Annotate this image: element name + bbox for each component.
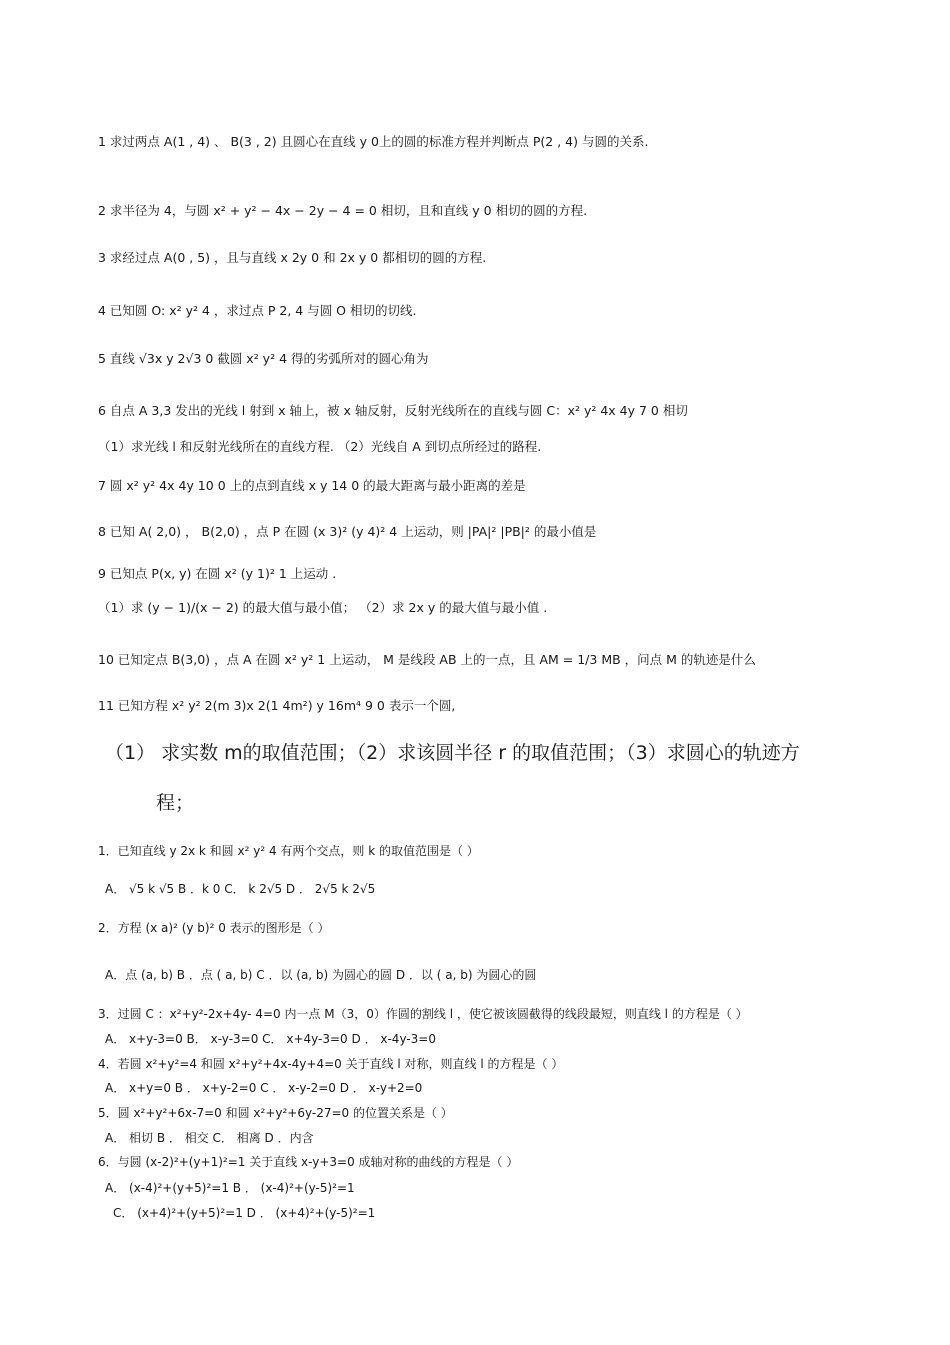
choice-q1: 1．已知直线 y 2x k 和圆 x² y² 4 有两个交点，则 k 的取值范围是（ ）: [98, 844, 479, 858]
choice-q3: 3．过圆 C ：x²+y²-2x+4y- 4=0 内一点 M（3，0）作圆的割线 l ，使它被该圆截得的线段最短，则直线 l 的方程是（ ）: [98, 1007, 748, 1021]
problem-3: 3 求经过点 A(0 , 5) ，且与直线 x 2y 0 和 2x y 0 都相切的圆的方程.: [98, 250, 487, 265]
problem-10: 10 已知定点 B(3,0) ，点 A 在圆 x² y² 1 上运动， M 是线段 AB 上的一点，且 AM = 1/3 MB ，问点 M 的轨迹是什么: [98, 652, 756, 667]
choice-q6-options-ab: A． (x-4)²+(y+5)²=1 B ． (x-4)²+(y-5)²=1: [105, 1181, 355, 1195]
problem-11-subparts-cont: 程；: [156, 792, 195, 814]
choice-q5-options: A． 相切 B ． 相交 C． 相离 D ．内含: [105, 1131, 314, 1145]
choice-q4: 4．若圆 x²+y²=4 和圆 x²+y²+4x-4y+4=0 关于直线 l 对称，则直线 l 的方程是（ ）: [98, 1057, 564, 1071]
problem-7: 7 圆 x² y² 4x 4y 10 0 上的点到直线 x y 14 0 的最大距离与最小距离的差是: [98, 478, 526, 493]
problem-11-subparts: （1） 求实数 m的取值范围；（2）求该圆半径 r 的取值范围；（3）求圆心的轨迹方: [105, 742, 800, 764]
problem-1: 1 求过两点 A(1 , 4) 、 B(3 , 2) 且圆心在直线 y 0上的圆的标准方程并判断点 P(2 , 4) 与圆的关系.: [98, 134, 649, 149]
problem-4: 4 已知圆 O: x² y² 4 ，求过点 P 2, 4 与圆 O 相切的切线.: [98, 303, 417, 318]
choice-q2: 2．方程 (x a)² (y b)² 0 表示的图形是（ ）: [98, 921, 330, 935]
choice-q2-options: A．点 (a, b) B ．点 ( a, b) C ．以 (a, b) 为圆心的圆 D ．以 ( a, b) 为圆心的圆: [105, 968, 537, 982]
choice-q1-options: A． √5 k √5 B ．k 0 C． k 2√5 D ． 2√5 k 2√5: [105, 882, 376, 896]
problem-5: 5 直线 √3x y 2√3 0 截圆 x² y² 4 得的劣弧所对的圆心角为: [98, 351, 429, 366]
choice-q3-options: A． x+y-3=0 B． x-y-3=0 C． x+4y-3=0 D ． x-4y-3=0: [105, 1032, 436, 1046]
problem-6: 6 自点 A 3,3 发出的光线 l 射到 x 轴上，被 x 轴反射，反射光线所在的直线与圆 C：x² y² 4x 4y 7 0 相切: [98, 403, 688, 418]
problem-11: 11 已知方程 x² y² 2(m 3)x 2(1 4m²) y 16m⁴ 9 0 表示一个圆,: [98, 698, 456, 713]
problem-9: 9 已知点 P(x, y) 在圆 x² (y 1)² 1 上运动 .: [98, 566, 337, 581]
problem-2: 2 求半径为 4，与圆 x² + y² − 4x − 2y − 4 = 0 相切，且和直线 y 0 相切的圆的方程.: [98, 203, 588, 218]
choice-q5: 5．圆 x²+y²+6x-7=0 和圆 x²+y²+6y-27=0 的位置关系是（ ）: [98, 1106, 453, 1120]
choice-q6: 6．与圆 (x-2)²+(y+1)²=1 关于直线 x-y+3=0 成轴对称的曲线的方程是（ ）: [98, 1155, 519, 1169]
choice-q6-options-cd: C． (x+4)²+(y+5)²=1 D ． (x+4)²+(y-5)²=1: [113, 1206, 376, 1220]
problem-6-subparts: （1）求光线 l 和反射光线所在的直线方程. （2）光线自 A 到切点所经过的路程.: [98, 439, 542, 454]
problem-9-subparts: （1）求 (y − 1)/(x − 2) 的最大值与最小值； （2）求 2x y 的最大值与最小值 .: [98, 600, 548, 615]
choice-q4-options: A． x+y=0 B ． x+y-2=0 C ． x-y-2=0 D ． x-y+2=0: [105, 1081, 423, 1095]
problem-8: 8 已知 A( 2,0) ， B(2,0) ，点 P 在圆 (x 3)² (y 4)² 4 上运动，则 |PA|² |PB|² 的最小值是: [98, 524, 597, 539]
